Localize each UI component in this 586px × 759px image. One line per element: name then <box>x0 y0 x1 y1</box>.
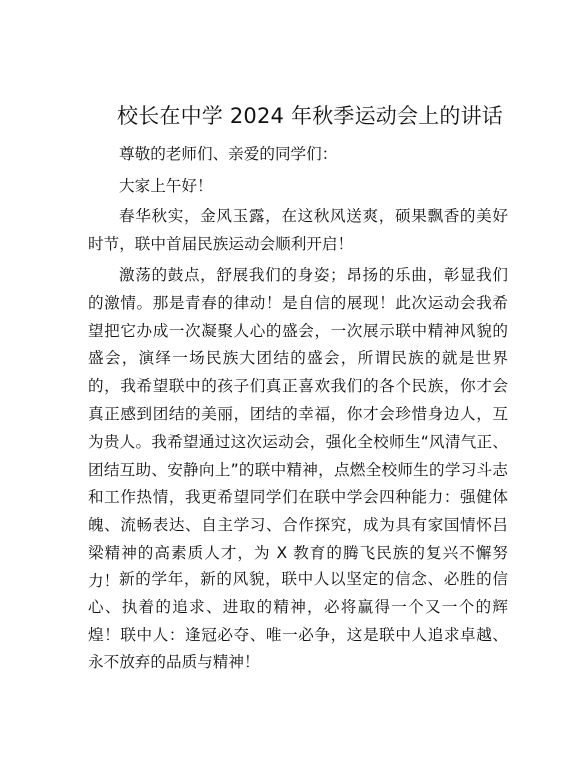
salutation: 尊敬的老师们、亲爱的同学们： <box>119 145 338 163</box>
paragraph-main: 激荡的鼓点，舒展我们的身姿；昂扬的乐曲，彰显我们的激情。那是青春的律动！是自信的展现！此次运动会我希望把它办成一次凝聚人心的盛会，一次展示联中精神风貌的盛会，演绎一场民族大团结的盛会，所谓民族的就是世界的，我希望联中的孩子们真正喜欢我们的各个民族，你才会真正感到团结的美丽，团结的幸福，你才会珍惜身边人，互为贵人。我希望通过这次运动会，强化全校师生“风清气正、团结互助、安静向上”的联中精神，点燃全校师生的学习斗志和工作热情，我更希望同学们在联中学会四种能力：强健体魄、流畅表达、自主学习、合作探究，成为具有家国情怀吕梁精神的高素质人才，为 X 教育的腾飞民族的复兴不懈努力！ <box>88 266 508 590</box>
document-title: 校长在中学 2024 年秋季运动会上的讲话 <box>117 104 503 128</box>
paragraph-closing: 新的学年，新的风貌，联中人以坚定的信念、必胜的信心、执着的追求、进取的精神，必将赢得一个又一个的辉煌！联中人：逢冠必夺、唯一必争，这是联中人追求卓越、永不放弃的品质与精神！ <box>88 570 508 672</box>
greeting: 大家上午好！ <box>119 177 213 195</box>
paragraph-opening: 春华秋实，金风玉露，在这秋风送爽，硕果飘香的美好时节，联中首届民族运动会顺利开启！ <box>88 207 508 253</box>
